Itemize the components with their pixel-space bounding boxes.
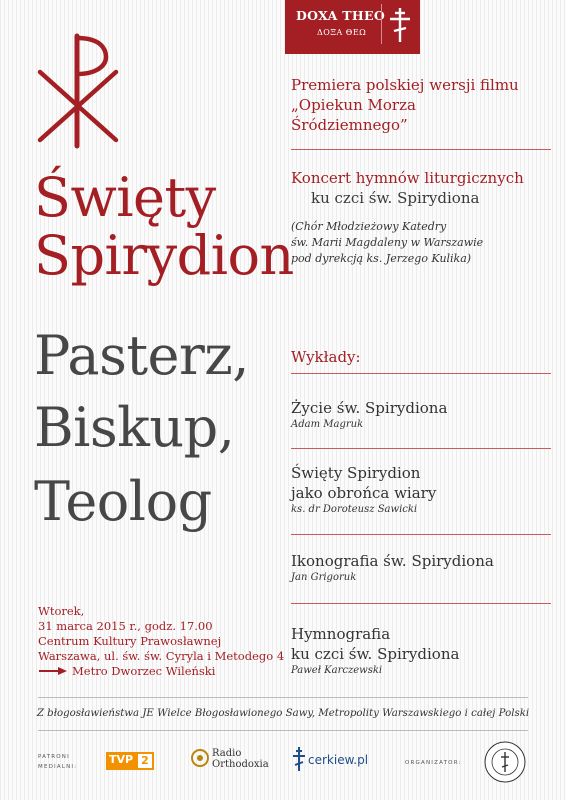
premiere-line: Premiera polskiej wersji filmu: [291, 76, 519, 94]
choir-info: [291, 219, 551, 267]
radio-text: Orthodoxia: [212, 759, 269, 770]
radio-orthodoxia-logo: [212, 748, 269, 770]
event-address: Warszawa, ul. św. św. Cyryla i Metodego 4: [38, 649, 285, 663]
lecture-speaker: Adam Magruk: [291, 419, 364, 430]
radio-orthodoxia-icon: [190, 748, 210, 768]
blessing-text: Z błogosławieństwa JE Wielce Błogosławionego Sawy, Metropolity Warszawskiego i całej Polski: [36, 708, 530, 719]
patrons-label: MEDIALNI:: [38, 764, 78, 770]
cerkiew-logo: cerkiew.pl: [308, 753, 369, 767]
film-title-line: „Opiekun Morza: [291, 96, 416, 114]
event-day: Wtorek,: [38, 604, 85, 618]
divider: [291, 603, 551, 604]
title-spirydion: Spirydion: [34, 224, 294, 287]
lecture-title: Święty Spirydion: [291, 464, 421, 482]
lecture-title: Życie św. Spirydiona: [291, 399, 448, 417]
lecture-speaker: ks. dr Doroteusz Sawicki: [291, 504, 418, 515]
tvp-number: 2: [136, 752, 154, 770]
doxa-theo-badge: [285, 0, 420, 54]
lectures-heading: Wykłady:: [291, 348, 361, 366]
lecture-item: [291, 398, 551, 432]
lecture-speaker: Paweł Karczewski: [291, 665, 383, 676]
orthodox-cross-icon: [381, 4, 414, 44]
arrow-right-icon: [38, 665, 68, 680]
event-date: 31 marca 2015 r., godz. 17.00: [38, 619, 213, 633]
title-pasterz: Pasterz,: [34, 324, 249, 387]
event-venue: Centrum Kultury Prawosławnej: [38, 634, 222, 648]
lecture-speaker: Jan Grigoruk: [291, 572, 357, 583]
organizer-seal-icon: [483, 740, 527, 784]
divider: [291, 534, 551, 535]
choir-line: św. Marii Magdaleny w Warszawie: [291, 236, 484, 249]
divider: [291, 149, 551, 150]
concert-block: [291, 168, 551, 208]
radio-text: Radio: [212, 748, 242, 759]
concert-subtitle: ku czci św. Spirydiona: [311, 189, 480, 207]
badge-title: DOXA THEO: [296, 8, 386, 23]
concert-title: Koncert hymnów liturgicznych: [291, 169, 524, 187]
divider: [38, 697, 528, 698]
tvp2-logo: [106, 752, 154, 770]
lecture-title: jako obrońca wiary: [291, 484, 437, 502]
organizer-label: ORGANIZATOR:: [405, 760, 462, 766]
film-title-line: Śródziemnego”: [291, 116, 408, 134]
divider: [38, 730, 528, 731]
event-info: [38, 604, 288, 680]
title-teolog: Teolog: [34, 470, 212, 533]
divider: [291, 448, 551, 449]
choir-line: (Chór Młodzieżowy Katedry: [291, 220, 447, 233]
premiere-block: [291, 75, 551, 135]
lecture-item: [291, 551, 551, 585]
choir-line: pod dyrekcją ks. Jerzego Kulika): [291, 252, 472, 265]
cerkiew-cross-icon: [293, 746, 305, 772]
metro-row: [38, 664, 288, 680]
patrons-label: PATRONI: [38, 754, 70, 760]
lecture-title: Ikonografia św. Spirydiona: [291, 552, 494, 570]
title-biskup: Biskup,: [34, 396, 235, 459]
title-swiety: Święty: [34, 166, 216, 229]
lecture-item: [291, 463, 551, 517]
tvp-text: TVP: [106, 752, 136, 770]
lecture-title: Hymnografia: [291, 625, 391, 643]
lecture-title: ku czci św. Spirydiona: [291, 645, 460, 663]
chi-rho-icon: [30, 30, 125, 150]
badge-greek: ΔΟΞΑ ΘΕΩ: [317, 28, 367, 37]
metro-station: Metro Dworzec Wileński: [72, 664, 216, 678]
divider: [291, 373, 551, 374]
lecture-item: [291, 624, 551, 678]
